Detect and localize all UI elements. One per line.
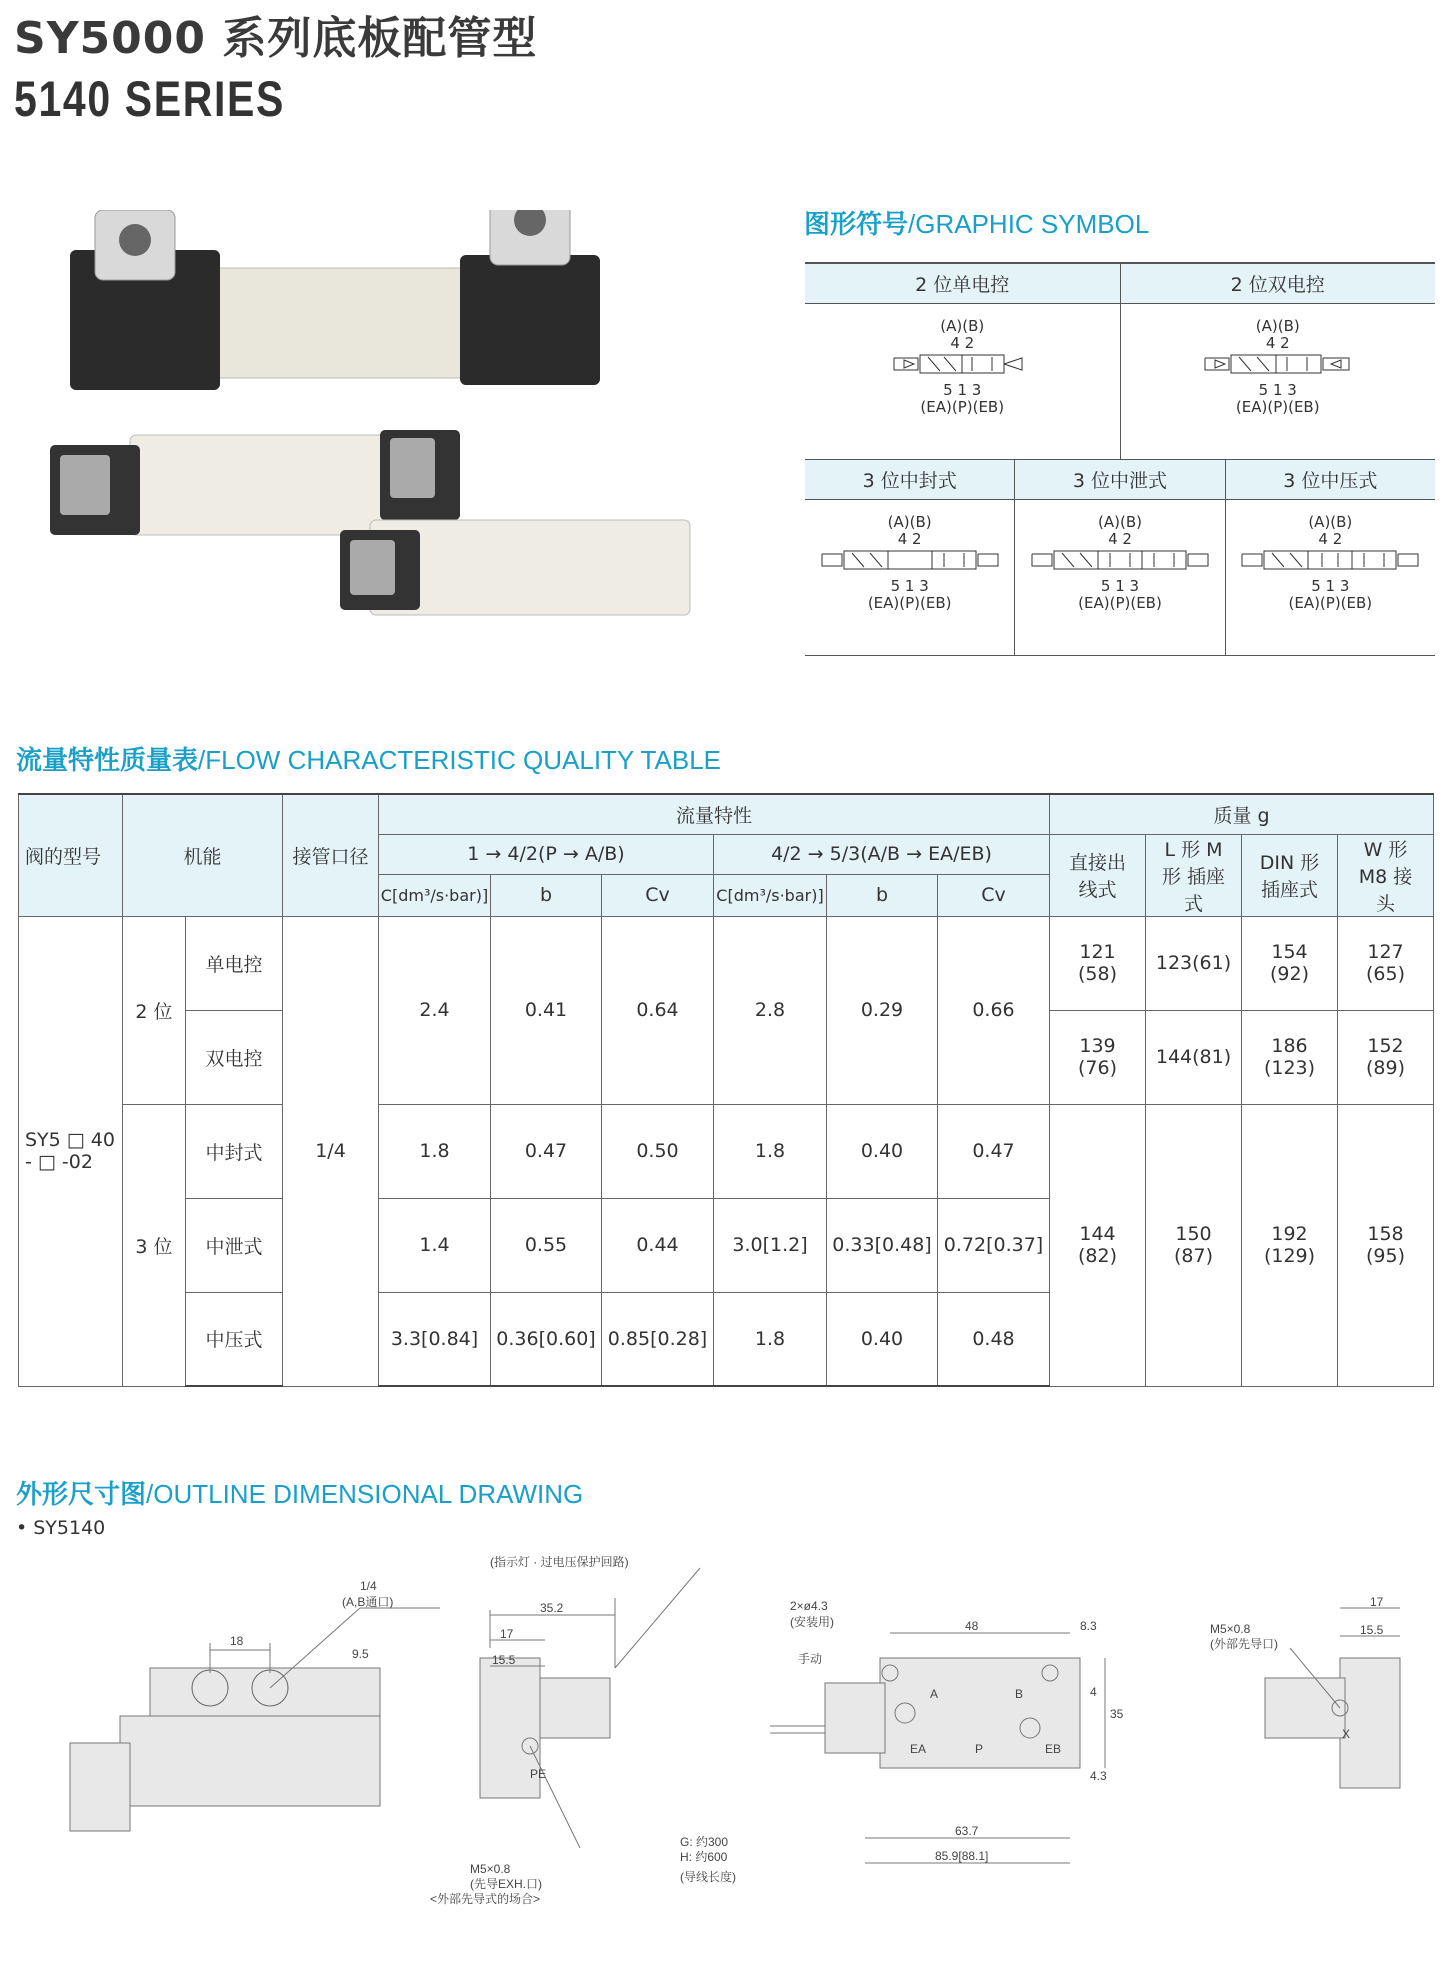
value-cell: 3.0[1.2] <box>714 1198 827 1292</box>
value-cell: 0.36[0.60] <box>491 1292 602 1386</box>
mass-cell: 150 (87) <box>1146 1104 1242 1386</box>
dim-17-b: 17 <box>1370 1595 1384 1609</box>
table-row <box>19 1104 1434 1198</box>
col-c: C[dm³/s·bar)] <box>379 874 491 916</box>
dim-8.3: 8.3 <box>1080 1619 1097 1633</box>
valve-symbol-icon <box>892 352 1032 378</box>
manual-label: 手动 <box>798 1652 823 1666</box>
col-w: W 形 M8 接头 <box>1338 834 1434 916</box>
ext-pilot-label: (外部先导口) <box>1210 1637 1278 1651</box>
dim-63.7: 63.7 <box>955 1824 979 1838</box>
symbol-label: 3 位中压式 <box>1226 460 1435 499</box>
dim-35: 35 <box>1110 1707 1124 1721</box>
func-cell: 中压式 <box>186 1292 283 1386</box>
value-cell: 0.72[0.37] <box>938 1198 1050 1292</box>
port-b-label: B <box>1015 1687 1024 1701</box>
value-cell: 0.40 <box>827 1292 938 1386</box>
col-port: 接管口径 <box>283 794 379 916</box>
dim-4.3: 4.3 <box>1090 1769 1107 1783</box>
value-cell: 0.85[0.28] <box>602 1292 714 1386</box>
col-c: C[dm³/s·bar)] <box>714 874 827 916</box>
value-cell: 0.44 <box>602 1198 714 1292</box>
value-cell: 0.48 <box>938 1292 1050 1386</box>
value-cell: 0.29 <box>827 916 938 1104</box>
p-label: P <box>975 1742 984 1756</box>
col-function: 机能 <box>123 794 283 916</box>
flow-characteristic-table <box>18 793 1434 1387</box>
symbol-label: 3 位中封式 <box>805 460 1015 499</box>
graphic-symbol-heading: 图形符号/GRAPHIC SYMBOL <box>804 209 1150 240</box>
col-direct: 直接出线式 <box>1050 834 1146 916</box>
model-cell: SY5 □ 40 - □ -02 <box>19 916 123 1386</box>
valve-symbol-icon <box>1240 548 1420 574</box>
valve-symbol-icon <box>1203 352 1353 378</box>
lead-length-label: (导线长度) <box>680 1870 736 1884</box>
col-b: b <box>491 874 602 916</box>
func-cell: 中泄式 <box>186 1198 283 1292</box>
product-photo <box>40 210 700 630</box>
pilot-exh-label: (先导EXH.口) <box>470 1877 543 1891</box>
mass-cell: 127 (65) <box>1338 916 1434 1010</box>
func-cell: 单电控 <box>186 916 283 1010</box>
flow-table-heading: 流量特性质量表/FLOW CHARACTERISTIC QUALITY TABLE <box>16 745 721 776</box>
col-lm: L 形 M 形 插座式 <box>1146 834 1242 916</box>
valve-symbol-icon <box>820 548 1000 574</box>
value-cell: 0.47 <box>491 1104 602 1198</box>
ab-port-label: (A,B通口) <box>342 1595 394 1609</box>
col-flow: 流量特性 <box>379 794 1050 834</box>
mass-cell: 154 (92) <box>1242 916 1338 1010</box>
dim-9.5: 9.5 <box>352 1647 369 1661</box>
mount-cn-label: (安装用) <box>790 1615 834 1629</box>
dimensional-drawing <box>30 1548 1430 1958</box>
pos2-cell: 2 位 <box>123 916 186 1104</box>
value-cell: 0.55 <box>491 1198 602 1292</box>
symbol-label: 2 位单电控 <box>805 264 1121 303</box>
x-label: X <box>1342 1727 1351 1741</box>
page-title-cn: SY5000 系列底板配管型 <box>14 13 538 64</box>
value-cell: 0.50 <box>602 1104 714 1198</box>
mass-cell: 186 (123) <box>1242 1010 1338 1104</box>
value-cell: 1.4 <box>379 1198 491 1292</box>
mount-label: 2×ø4.3 <box>790 1599 828 1613</box>
eb-label: EB <box>1045 1742 1062 1756</box>
dim-15.5: 15.5 <box>492 1653 516 1667</box>
model-bullet: • SY5140 <box>16 1517 106 1539</box>
col-flow1: 1 → 4/2(P → A/B) <box>379 834 714 874</box>
symbol-3pos-exhaust: (A)(B) 4 2 5 1 3 (EA)(P)(EB) <box>1015 500 1225 655</box>
dim-4: 4 <box>1090 1685 1097 1699</box>
value-cell: 2.8 <box>714 916 827 1104</box>
pe-label: PE <box>530 1767 547 1781</box>
port-a-label: A <box>930 1687 939 1701</box>
symbol-3pos-pressure: (A)(B) 4 2 5 1 3 (EA)(P)(EB) <box>1226 500 1435 655</box>
mass-cell: 144 (82) <box>1050 1104 1146 1386</box>
value-cell: 0.41 <box>491 916 602 1104</box>
outline-heading: 外形尺寸图/OUTLINE DIMENSIONAL DRAWING <box>16 1479 584 1510</box>
col-mass: 质量 g <box>1050 794 1434 834</box>
col-cv: Cv <box>938 874 1050 916</box>
value-cell: 0.64 <box>602 916 714 1104</box>
dim-15.5-b: 15.5 <box>1360 1623 1384 1637</box>
value-cell: 3.3[0.84] <box>379 1292 491 1386</box>
lead-h-label: H: 约600 <box>680 1850 728 1864</box>
table-row <box>19 916 1434 1010</box>
col-model: 阀的型号 <box>19 794 123 916</box>
dim-85.9: 85.9[88.1] <box>935 1849 989 1863</box>
col-flow2: 4/2 → 5/3(A/B → EA/EB) <box>714 834 1050 874</box>
valve-symbol-icon <box>1030 548 1210 574</box>
mass-cell: 121 (58) <box>1050 916 1146 1010</box>
dim-35.2: 35.2 <box>540 1601 564 1615</box>
symbol-label: 2 位双电控 <box>1121 264 1436 303</box>
mass-cell: 152 (89) <box>1338 1010 1434 1104</box>
dim-17: 17 <box>500 1627 514 1641</box>
func-cell: 中封式 <box>186 1104 283 1198</box>
mass-cell: 158 (95) <box>1338 1104 1434 1386</box>
value-cell: 1.8 <box>714 1292 827 1386</box>
col-din: DIN 形插座式 <box>1242 834 1338 916</box>
col-b: b <box>827 874 938 916</box>
func-cell: 双电控 <box>186 1010 283 1104</box>
dim-port-size: 1/4 <box>360 1579 377 1593</box>
value-cell: 1.8 <box>379 1104 491 1198</box>
value-cell: 1.8 <box>714 1104 827 1198</box>
mass-cell: 139 (76) <box>1050 1010 1146 1104</box>
col-cv: Cv <box>602 874 714 916</box>
symbol-2pos-single: (A)(B) 4 2 5 1 3 (EA)(P)(EB) <box>805 304 1121 459</box>
symbol-label: 3 位中泄式 <box>1015 460 1225 499</box>
symbol-2pos-double: (A)(B) 4 2 5 1 3 (EA)(P)(EB) <box>1121 304 1436 459</box>
value-cell: 0.47 <box>938 1104 1050 1198</box>
lead-g-label: G: 约300 <box>680 1835 729 1849</box>
dim-48: 48 <box>965 1619 979 1633</box>
mass-cell: 123(61) <box>1146 916 1242 1010</box>
indicator-label: (指示灯 · 过电压保护回路) <box>490 1555 629 1569</box>
value-cell: 2.4 <box>379 916 491 1104</box>
value-cell: 0.66 <box>938 916 1050 1104</box>
m5-ext-label: M5×0.8 <box>1210 1622 1251 1636</box>
ext-pilot-case-label: <外部先导式的场合> <box>430 1892 541 1906</box>
ea-label: EA <box>910 1742 927 1756</box>
m5-label: M5×0.8 <box>470 1862 511 1876</box>
page-title-en: 5140 SERIES <box>14 71 286 127</box>
view-side <box>480 1568 700 1848</box>
symbol-3pos-closed: (A)(B) 4 2 5 1 3 (EA)(P)(EB) <box>805 500 1015 655</box>
view-front <box>70 1608 440 1831</box>
mass-cell: 144(81) <box>1146 1010 1242 1104</box>
port-cell: 1/4 <box>283 916 379 1386</box>
dim-18: 18 <box>230 1634 244 1648</box>
value-cell: 0.40 <box>827 1104 938 1198</box>
pos3-cell: 3 位 <box>123 1104 186 1386</box>
mass-cell: 192 (129) <box>1242 1104 1338 1386</box>
graphic-symbol-table <box>805 262 1435 656</box>
value-cell: 0.33[0.48] <box>827 1198 938 1292</box>
